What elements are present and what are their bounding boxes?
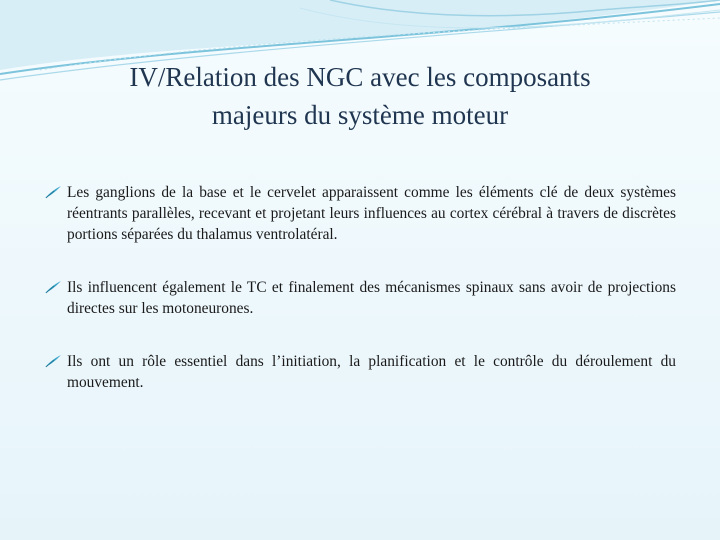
bullet-text: Les ganglions de la base et le cervelet apparaissent comme les éléments clé de deux systèmes réentrants parallèles, recevant et projetant leurs influences au cortex cérébral à travers de discrètes portions séparées du thalamus ventrolatéral. [67,184,676,243]
bullet-item [44,182,676,245]
title-line-1: IV/Relation des NGC avec les composants [129,62,591,92]
feather-quill-icon [44,185,62,199]
feather-quill-icon [44,354,62,368]
bullet-text: Ils influencent également le TC et finalement des mécanismes spinaux sans avoir de projections directes sur les motoneurones. [67,279,676,317]
bullet-item [44,277,676,319]
title-line-2: majeurs du système moteur [211,100,509,130]
feather-quill-icon [44,280,62,294]
bullet-item [44,351,676,393]
bullet-text: Ils ont un rôle essentiel dans l’initiation, la planification et le contrôle du déroulement du mouvement. [67,353,676,391]
slide-title [60,58,660,134]
bullet-list [44,182,676,425]
